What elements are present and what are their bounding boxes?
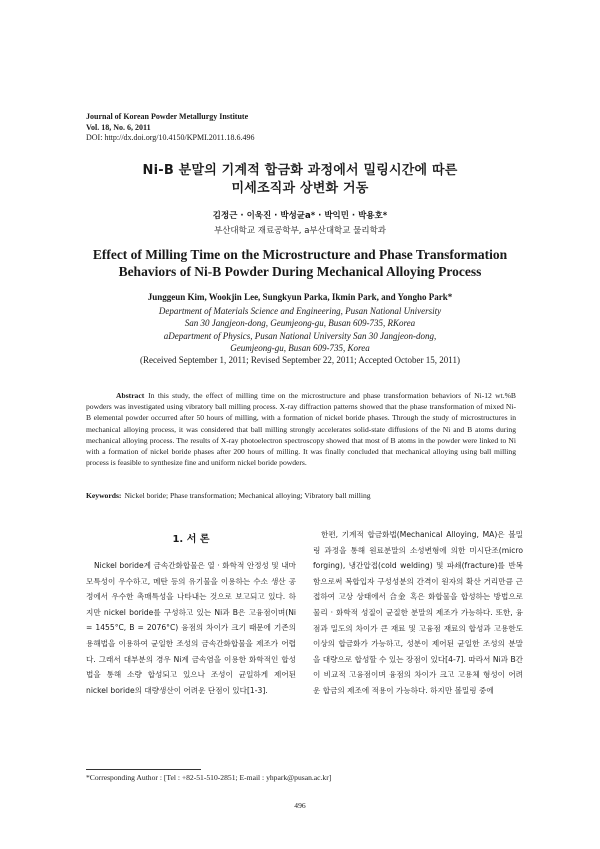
abstract-text: In this study, the effect of milling time on the microstructure and phase transformation behaviors of Ni-12 wt.%B powders was investigated using vibratory ball milling process. X-ray diffraction patterns showed that the phase transformation of mixed Ni-B elemental powder occurred after 50 hours of milling, with a formation of nickel boride phases. Through the study of microstructures in mechanical alloying process, it was considered that ball milling strongly accelerates solid-state diffusions of the Ni and B atoms during mechanical alloying process. The results of X-ray photoelectron spectroscopy showed that most of B atoms in the powder were linked to Ni with a formation of nickel boride phases after 200 hours of milling. It was finally concluded that mechanical alloying using ball milling process is feasible to synthesize fine and uniform nickel boride powders. xyxy=(86,391,516,468)
footnote-divider xyxy=(86,769,201,770)
english-title xyxy=(0,246,600,280)
abstract xyxy=(86,390,516,468)
affiliation-line3: aDepartment of Physics, Pusan National University San 30 Jangjeon-dong, xyxy=(163,330,437,341)
received-dates: (Received September 1, 2011; Revised September 22, 2011; Accepted October 15, 2011) xyxy=(140,355,460,365)
english-title-line1: Effect of Milling Time on the Microstructure and Phase Transformation xyxy=(92,247,508,262)
keywords-label: Keywords: xyxy=(86,491,122,500)
keywords xyxy=(86,491,516,500)
journal-doi: DOI: http://dx.doi.org/10.4150/KPMI.2011.18.6.496 xyxy=(86,133,255,142)
section-heading: 1. 서 론 xyxy=(172,534,210,545)
page-number: 496 xyxy=(294,801,306,810)
korean-affiliation: 부산대학교 재료공학부, a부산대학교 물리학과 xyxy=(213,226,387,236)
journal-header xyxy=(86,112,254,144)
keywords-text: Nickel boride; Phase transformation; Mechanical alloying; Vibratory ball milling xyxy=(124,491,371,500)
affiliation-line2: San 30 Jangjeon-dong, Geumjeong-gu, Busan 609-735, RKorea xyxy=(184,318,416,329)
korean-authors: 김정근 · 이욱진 · 박성균a* · 박익민 · 박용호* xyxy=(212,211,388,221)
affiliation-line1: Department of Materials Science and Engineering, Pusan National University xyxy=(158,306,442,316)
korean-title xyxy=(0,162,600,198)
korean-title-line2: 미세조직과 상변화 거동 xyxy=(231,181,369,196)
body-column-right: 한편, 기계적 합금화법(Mechanical Alloying, MA)은 볼밀링 과정을 통해 원료분말의 소성변형에 의한 미시단조(micro forging), 냉간압접(cold welding) 및 파쇄(fracture)를 반복함으로써 복합입자 구성성분의 간격이 원자의 확산 거리만큼 근접하여 고상 상태에서 合金 혹은 화합물을 합성하는 방법으로 물리 · 화학적 성질이 균질한 분말의 제조가 가능하다. 또한, 융점과 밀도의 차이가 큰 재료 및 고융점 재료의 합성과 고용한도 이상의 합금화가 가능하고, 성분이 제어된 균일한 조성의 분말을 대량으로 합성할 수 있는 장점이 있다[4-7]. 따라서 Ni과 B간이 비교적 고융점이며 융점의 차이가 크고 고용체 형성이 어려운 합금의 제조에 적용이 가능하다. 하지만 볼밀링 중에 xyxy=(313,530,523,695)
english-title-line2: Behaviors of Ni-B Powder During Mechanical Alloying Process xyxy=(118,264,482,279)
english-affiliation xyxy=(0,305,600,355)
body-column-left: Nickel boride계 금속간화합물은 열 · 화학적 안정성 및 내마모특성이 우수하고, 메탄 등의 유기물을 이용하는 수소 생산 공정에서 우수한 촉매특성을 나타내는 것으로 보고되고 있다. 하지만 nickel boride를 구성하고 있는 Ni과 B은 고융점이며(Ni = 1455°C, B = 2076°C) 융점의 차이가 크기 때문에 기존의 용해법을 이용하여 균일한 조성의 금속간화합물을 제조가 어렵다. 그래서 대부분의 경우 Ni계 금속염을 이용한 화학적인 합성법을 통해 소량 합성되고 있으나 조성이 균일하게 제어된 nickel boride의 대량생산이 어려운 단점이 있다[1-3]. xyxy=(86,561,296,695)
journal-name: Journal of Korean Powder Metallurgy Institute xyxy=(86,112,249,121)
english-authors: Junggeun Kim, Wookjin Lee, Sungkyun Parka, Ikmin Park, and Yongho Park* xyxy=(147,292,453,302)
affiliation-line4: Geumjeong-gu, Busan 609-735, Korea xyxy=(230,343,370,354)
journal-volume: Vol. 18, No. 6, 2011 xyxy=(86,122,151,132)
abstract-label: Abstract xyxy=(116,391,145,400)
corresponding-author-footnote: *Corresponding Author : [Tel : +82-51-510-2851; E-mail : yhpark@pusan.ac.kr] xyxy=(86,773,332,782)
korean-title-line1: Ni-B 분말의 기계적 합금화 과정에서 밀링시간에 따른 xyxy=(142,163,458,178)
